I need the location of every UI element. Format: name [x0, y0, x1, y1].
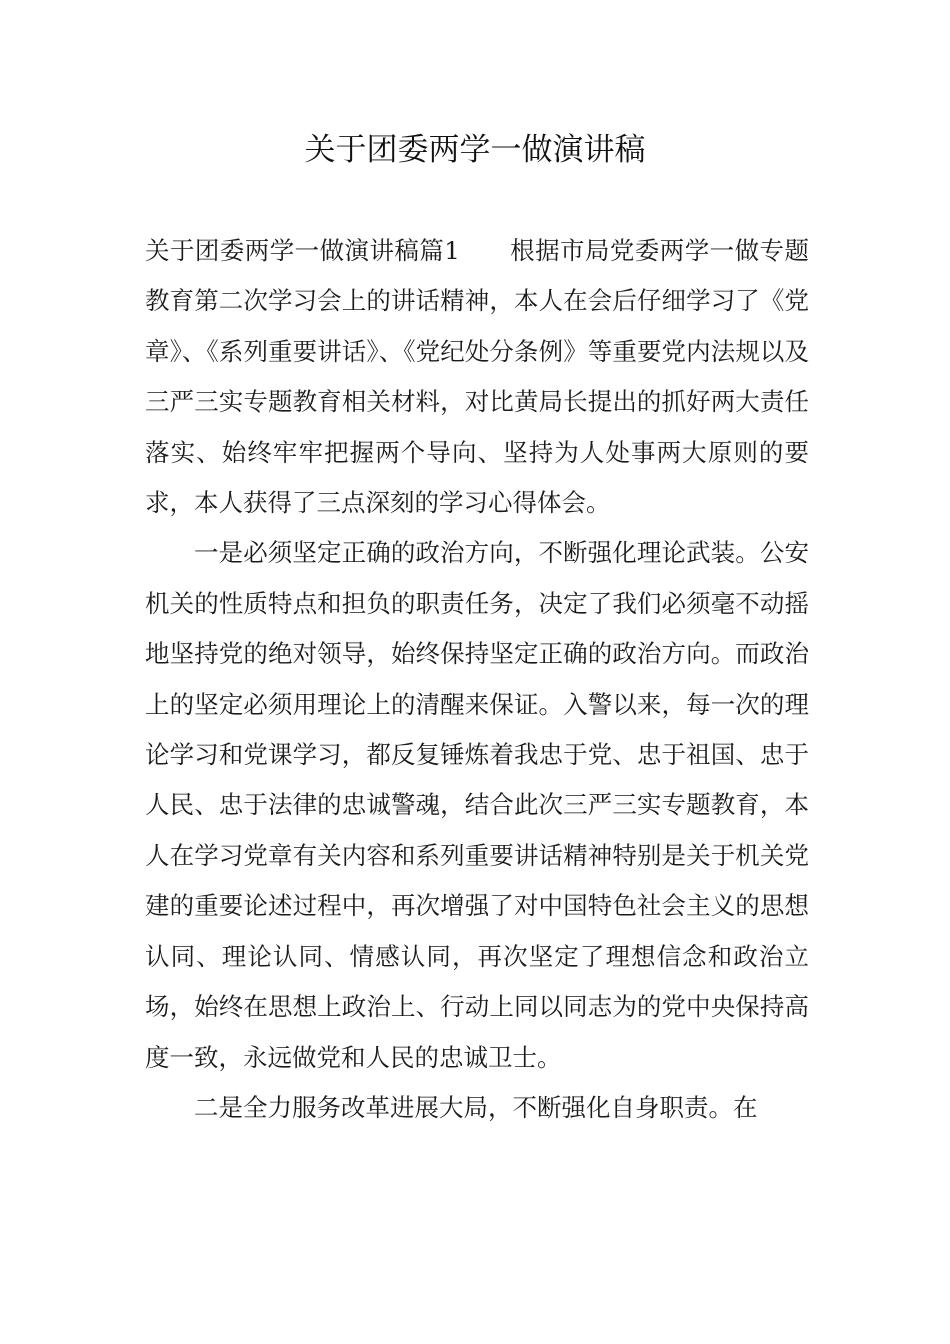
document-body [145, 226, 809, 1133]
paragraph-3: 二是全力服务改革进展大局，不断强化自身职责。在 [194, 1092, 758, 1122]
paragraph-2: 一是必须坚定正确的政治方向，不断强化理论武装。公安机关的性质特点和担负的职责任务，决定了我们必须毫不动摇地坚持党的绝对领导，始终保持坚定正确的政治方向。而政治上的坚定必须用理论上的清醒来保证。入警以来，每一次的理论学习和党课学习，都反复锤炼着我忠于党、忠于祖国、忠于人民、忠于法律的忠诚警魂，结合此次三严三实专题教育，本人在学习党章有关内容和系列重要讲话精神特别是关于机关党建的重要论述过程中，再次增强了对中国特色社会主义的思想认同、理论认同、情感认同，再次坚定了理想信念和政治立场，始终在思想上政治上、行动上同以同志为的党中央保持高度一致，永远做党和人民的忠诚卫士。 [145, 538, 809, 1072]
document-title: 关于团委两学一做演讲稿 [304, 132, 646, 168]
paragraph-1: 关于团委两学一做演讲稿篇1 根据市局党委两学一做专题教育第二次学习会上的讲话精神，本人在会后仔细学习了《党章》、《系列重要讲话》、《党纪处分条例》等重要党内法规以及三严三实专题教育相关材料，对比黄局长提出的抓好两大责任落实、始终牢牢把握两个导向、坚持为人处事两大原则的要求，本人获得了三点深刻的学习心得体会。 [145, 236, 809, 518]
